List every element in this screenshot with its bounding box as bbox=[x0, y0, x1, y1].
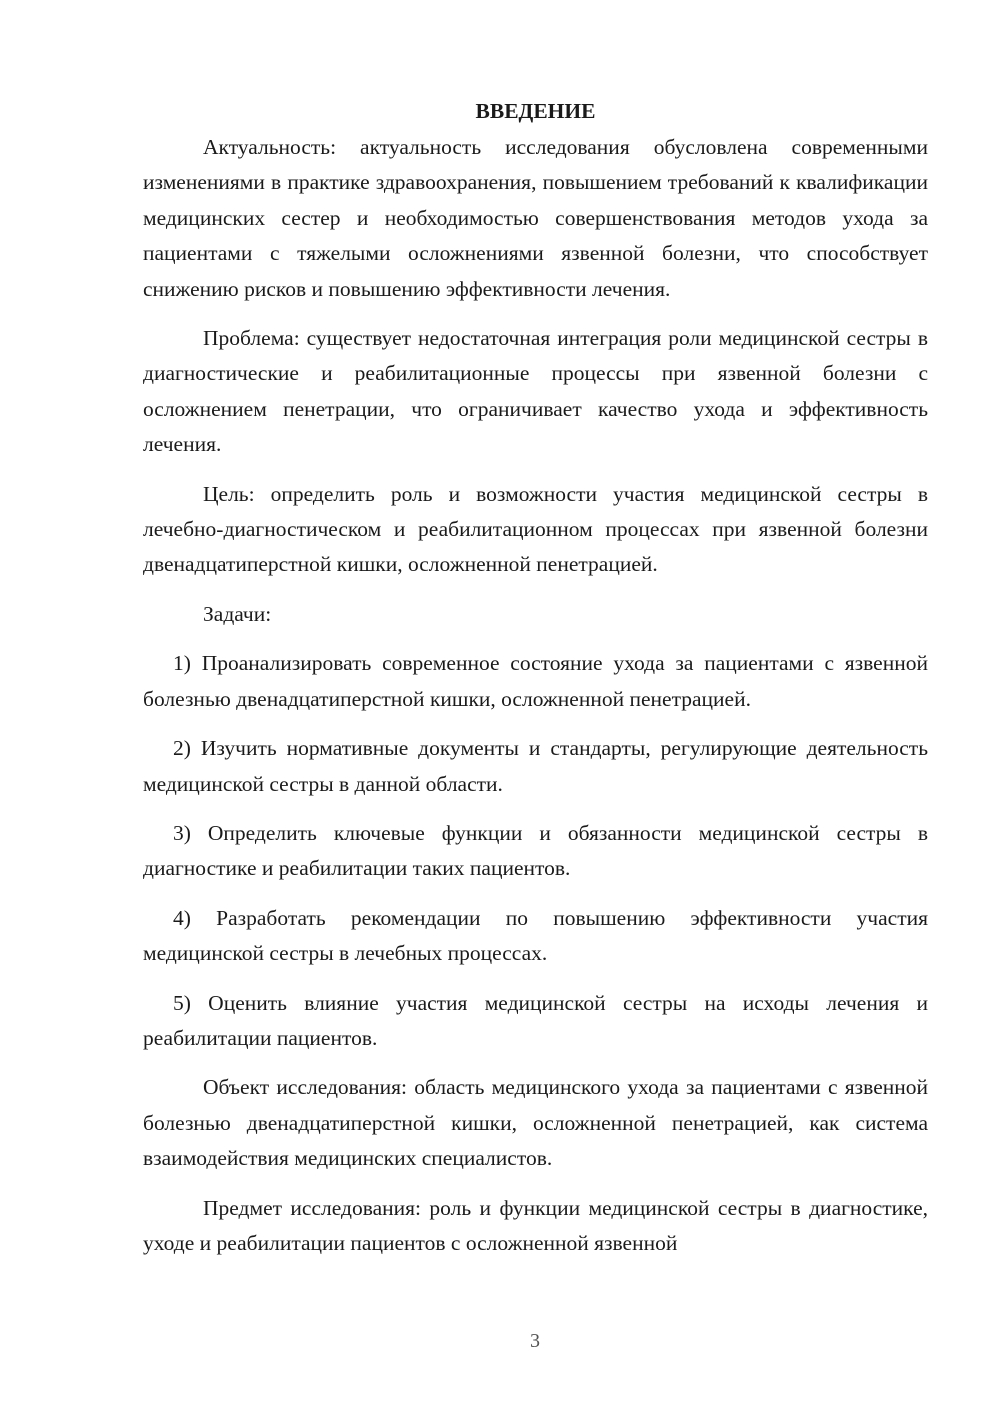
task-item-1: 1) Проанализировать современное состояние ухода за пациентами с язвенной болезнью двенадцатиперстной кишки, осложненной пенетрацией. bbox=[143, 651, 928, 711]
paragraph-tasks-heading: Задачи: bbox=[203, 601, 272, 626]
task-item-2: 2) Изучить нормативные документы и стандарты, регулирующие деятельность медицинской сестры в данной области. bbox=[143, 736, 928, 796]
task-item-5: 5) Оценить влияние участия медицинской сестры на исходы лечения и реабилитации пациентов. bbox=[143, 990, 928, 1050]
paragraph-subject: Предмет исследования: роль и функции медицинской сестры в диагностике, уходе и реабилитации пациентов с осложненной язвенной bbox=[143, 1195, 928, 1255]
paragraph-problem: Проблема: существует недостаточная интеграция роли медицинской сестры в диагностические и реабилитационные процессы при язвенной болезни с осложнением пенетрации, что ограничивает качество ухода и эффективность лечения. bbox=[143, 326, 928, 457]
task-item-4: 4) Разработать рекомендации по повышению эффективности участия медицинской сестры в лечебных процессах. bbox=[143, 905, 928, 966]
page-content bbox=[143, 96, 928, 1261]
paragraph-relevance: Актуальность: актуальность исследования обусловлена современными изменениями в практике здравоохранения, повышением требований к квалификации медицинских сестер и необходимостью совершенствования методов ухода за пациентами с тяжелыми осложнениями язвенной болезни, что способствует снижению рисков и повышению эффективности лечения. bbox=[143, 135, 928, 301]
section-title: ВВЕДЕНИЕ bbox=[475, 99, 596, 123]
paragraph-object: Объект исследования: область медицинского ухода за пациентами с язвенной болезнью двенадцатиперстной кишки, осложненной пенетрацией, как система взаимодействия медицинских специалистов. bbox=[143, 1075, 928, 1171]
paragraph-goal: Цель: определить роль и возможности участия медицинской сестры в лечебно-диагностическом и реабилитационном процессах при язвенной болезни двенадцатиперстной кишки, осложненной пенетрацией. bbox=[143, 481, 928, 577]
page-number: 3 bbox=[530, 1330, 540, 1352]
task-item-3: 3) Определить ключевые функции и обязанности медицинской сестры в диагностике и реабилитации таких пациентов. bbox=[143, 820, 928, 881]
